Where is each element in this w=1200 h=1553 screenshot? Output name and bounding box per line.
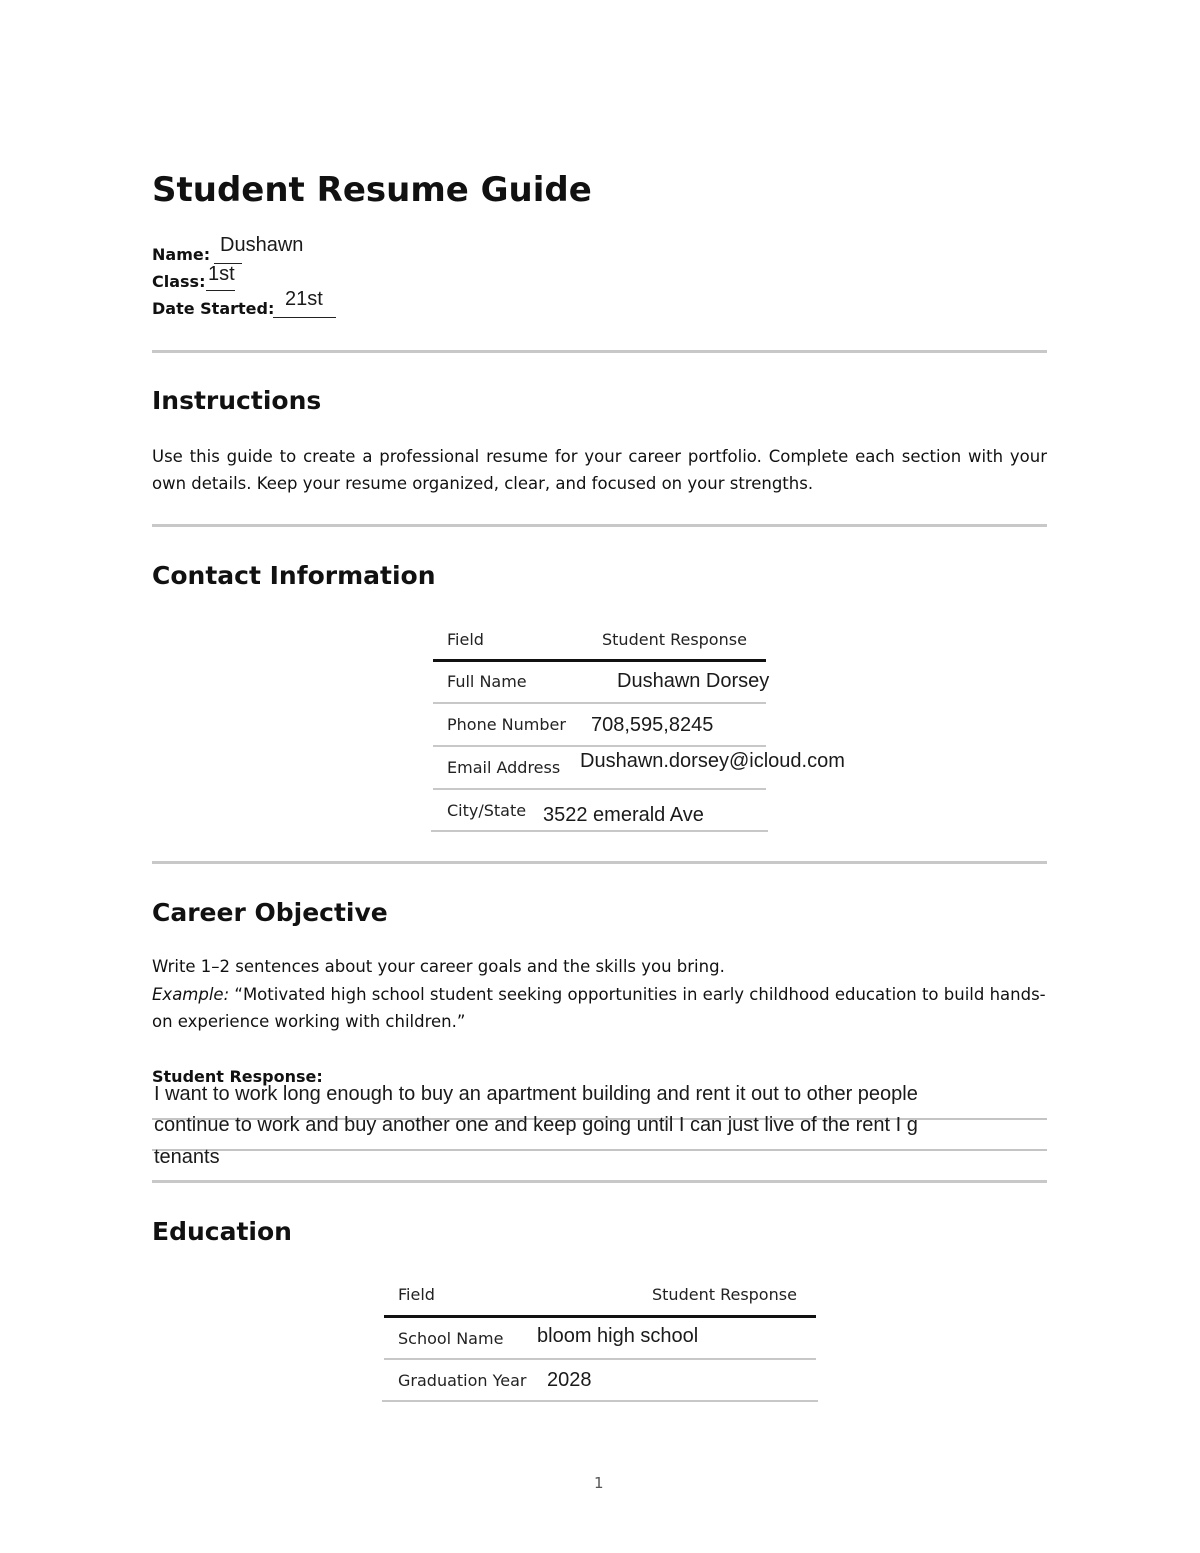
full-name-response[interactable]: Dushawn Dorsey (617, 670, 770, 692)
instructions-heading: Instructions (152, 386, 322, 415)
contact-heading: Contact Information (152, 561, 436, 590)
objective-response-line-1[interactable]: I want to work long enough to buy an apartment building and rent it out to other people (154, 1083, 918, 1105)
contact-col-field: Field (447, 630, 484, 649)
class-value[interactable]: 1st (208, 263, 235, 285)
education-field-school: School Name (398, 1329, 504, 1348)
contact-field-city-state: City/State (447, 801, 527, 820)
city-state-response[interactable]: 3522 emerald Ave (543, 804, 704, 826)
date-underline (273, 317, 336, 318)
section-divider (152, 524, 1047, 527)
objective-heading: Career Objective (152, 898, 388, 927)
table-row-rule (433, 788, 766, 790)
section-divider (152, 350, 1047, 353)
table-row-rule (384, 1358, 816, 1360)
name-value[interactable]: Dushawn (220, 234, 304, 256)
student-response-label: Student Response: (152, 1067, 323, 1086)
class-label: Class: (152, 272, 206, 291)
instructions-text: Use this guide to create a professional resume for your career portfolio. Complete each section with your own details. Keep your resume organized, clear, and focused on your strengths. (152, 447, 1047, 493)
class-underline (206, 290, 235, 291)
education-heading: Education (152, 1217, 292, 1246)
education-col-field: Field (398, 1285, 435, 1304)
contact-field-email: Email Address (447, 758, 561, 777)
objective-prompt: Write 1–2 sentences about your career goals and the skills you bring. (152, 957, 725, 976)
name-label: Name: (152, 245, 211, 264)
contact-field-full-name: Full Name (447, 672, 527, 691)
table-row-rule (382, 1400, 818, 1402)
date-started-value[interactable]: 21st (285, 288, 323, 310)
table-header-rule (384, 1315, 816, 1318)
table-row-rule (431, 830, 768, 832)
page-number: 1 (594, 1474, 604, 1492)
contact-field-phone: Phone Number (447, 715, 566, 734)
example-text: “Motivated high school student seeking opportunities in early childhood education to build hands-on experience working with children.” (152, 985, 1046, 1031)
phone-response[interactable]: 708,595,8245 (591, 714, 714, 736)
table-header-rule (433, 659, 766, 662)
example-label: Example: (152, 985, 230, 1004)
contact-col-response: Student Response (602, 630, 747, 649)
education-field-grad-year: Graduation Year (398, 1371, 527, 1390)
section-divider (152, 1180, 1047, 1183)
school-name-response[interactable]: bloom high school (537, 1325, 699, 1347)
date-started-label: Date Started: (152, 299, 275, 318)
table-row-rule (433, 745, 766, 747)
graduation-year-response[interactable]: 2028 (547, 1369, 592, 1391)
objective-example (152, 981, 1047, 1035)
objective-response-line-3[interactable]: tenants (154, 1146, 220, 1168)
table-row-rule (433, 702, 766, 704)
email-response[interactable]: Dushawn.dorsey@icloud.com (580, 750, 845, 772)
section-divider (152, 861, 1047, 864)
education-col-response: Student Response (652, 1285, 797, 1304)
response-rule (152, 1149, 1047, 1151)
page-title: Student Resume Guide (152, 170, 592, 210)
objective-response-line-2[interactable]: continue to work and buy another one and keep going until I can just live of the rent I g (154, 1114, 918, 1136)
